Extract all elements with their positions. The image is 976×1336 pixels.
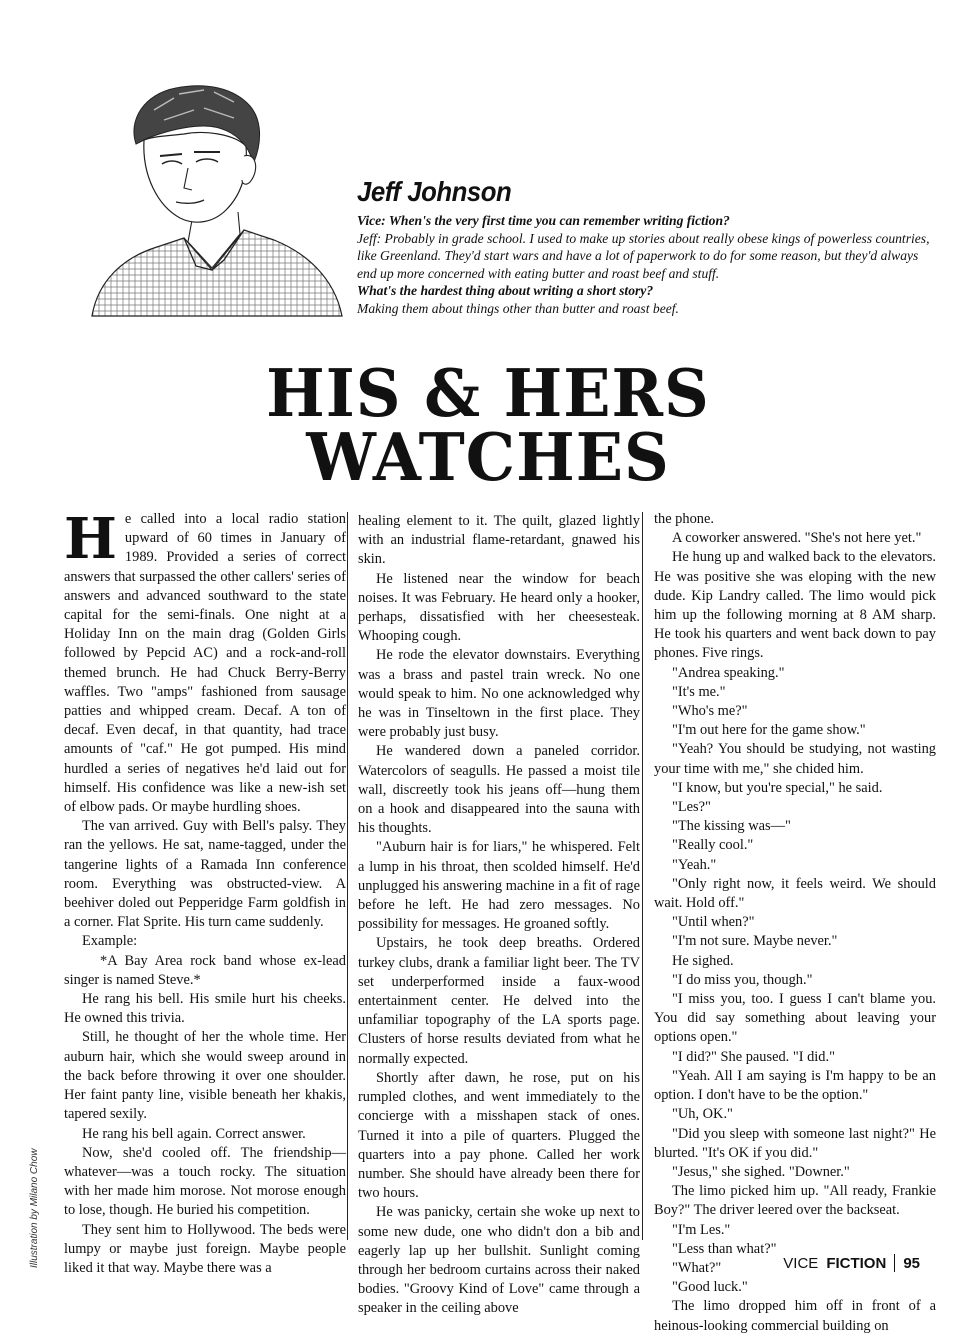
author-name: Jeff Johnson	[357, 176, 512, 207]
paragraph: The van arrived. Guy with Bell's palsy. They ran the yellows. He sat, name-tagged, under the tangerine lights of a Ramada Inn conference room. Everything was obstructed-view. A beehiver doled out Pepperidge Farm goldfish in a corner. Flat Sprite. His turn came suddenly.	[64, 818, 346, 931]
paragraph: "Andrea speaking."	[672, 664, 785, 681]
paragraph: "Yeah? You should be studying, not wasting your time with me," she chided him.	[654, 741, 936, 777]
paragraph: Now, she'd cooled off. The friendship—whatever—was a touch rocky. The situation with her made him morose. Not morose enough to lose, though. He buried his competition.	[64, 1144, 346, 1219]
paragraph: "I'm not sure. Maybe never."	[672, 933, 838, 950]
paragraph: Example:	[82, 933, 138, 950]
body-column-3	[654, 510, 936, 1336]
paragraph: "Les?"	[672, 799, 711, 816]
paragraph: They sent him to Hollywood. The beds were lumpy or maybe just foreign. Maybe people liked it that way. Maybe there was a	[64, 1221, 346, 1276]
paragraph: He wandered down a paneled corridor. Watercolors of seagulls. He passed a moist tile wall, discreetly took his jeans off—hung them on a hook and disappeared into the sauna with his thoughts.	[358, 743, 640, 837]
body-column-1	[64, 506, 346, 1278]
paragraph: healing element to it. The quilt, glazed lightly with an industrial flame-retardant, gnawed his skin.	[358, 513, 640, 568]
illustration-credit: Illustration by Milano Chow	[29, 1148, 40, 1268]
paragraph: He rode the elevator downstairs. Everything was a brass and pastel train wreck. No one would speak to him. No one acknowledged why he was in Tinseltown in the first place. They were probably just busy.	[358, 647, 640, 741]
paragraph: "Yeah."	[672, 856, 717, 873]
body-column-2	[358, 512, 640, 1319]
paragraph: "Really cool."	[672, 837, 754, 854]
paragraph: "The kissing was—"	[672, 818, 791, 835]
paragraph: He hung up and walked back to the elevators. He was positive she was eloping with the new dude. Kip Landry called. The limo would pick him up the following morning at 8 AM sharp. He took his quarters and went back down to pay phones. Five rings.	[654, 549, 936, 662]
paragraph: "I miss you, too. I guess I can't blame you. You did say something about leaving your options open."	[654, 991, 936, 1046]
magazine-brand: VICE	[783, 1254, 819, 1272]
paragraph: "Auburn hair is for liars," he whispered. Felt a lump in his throat, then scolded himself. He'd unplugged his answering machine in a fit of rage before he left. He had zero messages. No possibility for messages. He groaned softly.	[358, 839, 640, 933]
paragraph: "I did?" She paused. "I did."	[672, 1048, 835, 1065]
page-footer	[783, 1254, 920, 1272]
paragraph: He rang his bell. His smile hurt his cheeks. He owned this trivia.	[64, 991, 346, 1027]
paragraph: "Until when?"	[672, 914, 755, 931]
page-number: 95	[903, 1254, 920, 1272]
paragraph: "Yeah. All I am saying is I'm happy to be an option. I don't have to be the option."	[654, 1067, 936, 1104]
paragraph: "I do miss you, though."	[672, 971, 813, 988]
column-divider	[642, 512, 643, 1240]
paragraph: *A Bay Area rock band whose ex-lead singer is named Steve.*	[64, 952, 346, 988]
paragraph-text: e called into a local radio station upward of 60 times in January of 1989. Provided a series of correct answers that surpassed the other callers' series of answers and advanced southward to the state capital for the semi-finals. One night at a Holiday Inn on the main drag (Golden Girls followed by Pepcid AC) and a rock-and-roll themed brunch. He had Chuck Berry-Berry waffles. Two "amps" fashioned from sausage patties and whipped cream. Decaf. A ton of decaf. Even decaf, in that quantity, had trace amounts of "caf." He got pumped. His mind hurdled a series of negatives he'd laid out for himself. His confidence was like a new-ish set of elbow pads. Or maybe hurdling shoes.	[64, 511, 346, 816]
paragraph: "I know, but you're special," he said.	[672, 779, 883, 796]
footer-divider	[894, 1254, 895, 1272]
paragraph: "Did you sleep with someone last night?" He blurted. "It's OK if you did."	[654, 1125, 936, 1161]
paragraph: Still, he thought of her the whole time. Her auburn hair, which she would sweep around in the back before throwing it over one shoulder. Her faint panty line, visible beneath her khakis, tapered sexily.	[64, 1029, 346, 1123]
paragraph: "Jesus," she sighed. "Downer."	[672, 1163, 850, 1180]
paragraph: "Good luck."	[672, 1279, 748, 1296]
paragraph: The limo picked him up. "All ready, Frankie Boy?" The driver leered over the backseat.	[654, 1183, 936, 1219]
paragraph: Shortly after dawn, he rose, put on his rumpled clothes, and went immediately to the concierge with a misshapen stack of ones. Turned it into a pile of quarters. Plugged the quarters into a pay phone. Called her work number. She should have already been there for two hours.	[358, 1069, 640, 1202]
paragraph: "Uh, OK."	[672, 1106, 733, 1123]
paragraph: "What?"	[672, 1259, 722, 1276]
paragraph: the phone.	[654, 511, 714, 527]
paragraph: "I'm out here for the game show."	[672, 722, 866, 739]
paragraph: He rang his bell again. Correct answer.	[82, 1125, 306, 1142]
paragraph: He sighed.	[672, 952, 734, 969]
story-title-line-2: WATCHES	[306, 419, 670, 496]
story-title-line-1: HIS & HERS	[266, 355, 710, 432]
drop-cap: H	[64, 506, 117, 572]
paragraph	[64, 506, 346, 817]
author-interview	[357, 174, 932, 317]
paragraph: The limo dropped him off in front of a heinous-looking commercial building on	[654, 1298, 936, 1334]
paragraph: Upstairs, he took deep breaths. Ordered turkey clubs, drank a familiar light beer. The TV set underperformed inside a faux-wood entertainment center. He delved into the unfamiliar topography of the LA sports page. Clusters of horse results deviated from what he normally expected.	[358, 935, 640, 1067]
interview-question-1: Vice: When's the very first time you can remember writing fiction?	[357, 213, 730, 228]
paragraph: "Less than what?"	[672, 1240, 777, 1257]
paragraph: "I'm Les."	[672, 1221, 731, 1238]
column-divider	[347, 512, 348, 1240]
author-portrait-illustration	[84, 80, 346, 318]
paragraph: He was panicky, certain she woke up next to some new dude, one who didn't don a bib and eagerly lap up her bullshit. Sunlight coming through her bedroom curtains across their naked bodies. "Groovy Kind of Love" came through a speaker in the ceiling above	[358, 1204, 640, 1317]
story-title	[0, 355, 976, 496]
paragraph: He listened near the window for beach noises. It was February. He heard only a hooker, perhaps, dissatisfied with her cheesesteak. Whooping cough.	[358, 570, 640, 645]
paragraph: "It's me."	[672, 683, 726, 700]
section-name: FICTION	[826, 1254, 887, 1272]
paragraph: A coworker answered. "She's not here yet."	[672, 530, 922, 547]
interview-answer-2: Making them about things other than butter and roast beef.	[357, 300, 679, 316]
interview-answer-1: Jeff: Probably in grade school. I used to make up stories about really obese kings of powerless countries, like Greenland. They'd start wars and have a lot of paperwork to do for some reason, but they'd always end up more concerned with eating butter and roast beef and stuff.	[357, 230, 930, 281]
interview-question-2: What's the hardest thing about writing a short story?	[357, 283, 654, 298]
paragraph: "Only right now, it feels weird. We should wait. Hold off."	[654, 875, 936, 912]
paragraph: "Who's me?"	[672, 703, 748, 720]
